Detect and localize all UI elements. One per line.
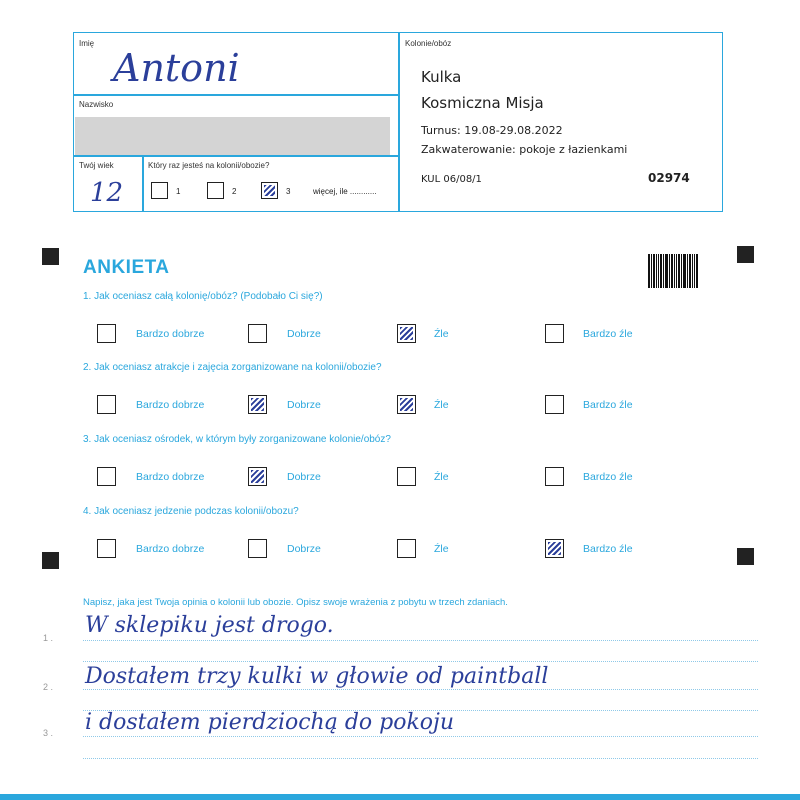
- form-number: 02974: [648, 171, 690, 185]
- q4-option-label: Dobrze: [287, 543, 321, 555]
- header-divider: [398, 32, 400, 212]
- name-value[interactable]: Antoni: [113, 46, 240, 90]
- q3-checkbox-2[interactable]: [248, 467, 267, 486]
- line-number-2: 2 .: [43, 682, 54, 692]
- q3-option-label: Bardzo źle: [583, 471, 633, 483]
- writing-line: [83, 689, 758, 690]
- q1-option-label: Dobrze: [287, 328, 321, 340]
- times-checkbox-2[interactable]: [207, 182, 224, 199]
- question-1: 1. Jak oceniasz całą kolonię/obóz? (Podobało Ci się?): [83, 291, 323, 302]
- survey-title: ANKIETA: [83, 257, 170, 278]
- q4-option-label: Bardzo dobrze: [136, 543, 205, 555]
- question-3: 3. Jak oceniasz ośrodek, w którym były zorganizowane kolonie/obóz?: [83, 434, 391, 445]
- name-row-divider: [73, 94, 399, 96]
- registration-marker: [42, 248, 59, 265]
- question-4: 4. Jak oceniasz jedzenie podczas kolonii/obozu?: [83, 506, 299, 517]
- writing-line: [83, 736, 758, 737]
- times-option-3: 3: [286, 187, 291, 196]
- accommodation: Zakwaterowanie: pokoje z łazienkami: [421, 143, 628, 156]
- writing-line: [83, 661, 758, 662]
- q4-checkbox-4[interactable]: [545, 539, 564, 558]
- q4-checkbox-2[interactable]: [248, 539, 267, 558]
- q2-option-label: Dobrze: [287, 399, 321, 411]
- q3-checkbox-1[interactable]: [97, 467, 116, 486]
- line-number-1: 1 .: [43, 633, 54, 643]
- q2-checkbox-3[interactable]: [397, 395, 416, 414]
- q3-option-label: Bardzo dobrze: [136, 471, 205, 483]
- times-checkbox-3[interactable]: [261, 182, 278, 199]
- opinion-line-1[interactable]: W sklepiku jest drogo.: [85, 613, 334, 638]
- q4-checkbox-3[interactable]: [397, 539, 416, 558]
- q3-option-label: Dobrze: [287, 471, 321, 483]
- opinion-instruction: Napisz, jaka jest Twoja opinia o kolonii lub obozie. Opisz swoje wrażenia z pobytu w trzech zdaniach.: [83, 597, 508, 608]
- registration-marker: [737, 548, 754, 565]
- surname-label: Nazwisko: [79, 100, 114, 109]
- times-option-2: 2: [232, 187, 237, 196]
- times-checkbox-1[interactable]: [151, 182, 168, 199]
- q2-checkbox-1[interactable]: [97, 395, 116, 414]
- q4-option-label: Bardzo źle: [583, 543, 633, 555]
- barcode: [648, 254, 702, 288]
- camp-name: Kulka: [421, 68, 462, 86]
- age-value[interactable]: 12: [90, 178, 124, 208]
- q2-checkbox-2[interactable]: [248, 395, 267, 414]
- times-more-label: więcej, ile ............: [313, 187, 377, 196]
- q1-option-label: Źle: [434, 328, 449, 340]
- q2-checkbox-4[interactable]: [545, 395, 564, 414]
- opinion-line-2[interactable]: Dostałem trzy kulki w głowie od paintball: [85, 664, 549, 689]
- q4-checkbox-1[interactable]: [97, 539, 116, 558]
- camp-code: KUL 06/08/1: [421, 174, 482, 185]
- surname-row-divider: [73, 155, 399, 157]
- q3-checkbox-3[interactable]: [397, 467, 416, 486]
- q3-option-label: Źle: [434, 471, 449, 483]
- line-number-3: 3 .: [43, 728, 54, 738]
- q2-option-label: Bardzo dobrze: [136, 399, 205, 411]
- times-option-1: 1: [176, 187, 181, 196]
- q1-option-label: Bardzo źle: [583, 328, 633, 340]
- camp-label: Kolonie/obóz: [405, 39, 452, 48]
- q1-checkbox-3[interactable]: [397, 324, 416, 343]
- q1-checkbox-2[interactable]: [248, 324, 267, 343]
- q1-checkbox-1[interactable]: [97, 324, 116, 343]
- writing-line: [83, 758, 758, 759]
- q2-option-label: Bardzo źle: [583, 399, 633, 411]
- registration-marker: [737, 246, 754, 263]
- q2-option-label: Źle: [434, 399, 449, 411]
- turnus: Turnus: 19.08-29.08.2022: [421, 124, 563, 137]
- surname-redaction: [75, 117, 390, 155]
- q4-option-label: Źle: [434, 543, 449, 555]
- times-label: Który raz jesteś na kolonii/obozie?: [148, 161, 270, 170]
- bottom-band: [0, 794, 800, 800]
- name-label: Imię: [79, 39, 95, 48]
- q1-checkbox-4[interactable]: [545, 324, 564, 343]
- q1-option-label: Bardzo dobrze: [136, 328, 205, 340]
- question-2: 2. Jak oceniasz atrakcje i zajęcia zorganizowane na kolonii/obozie?: [83, 362, 382, 373]
- age-label: Twój wiek: [79, 161, 114, 170]
- q3-checkbox-4[interactable]: [545, 467, 564, 486]
- opinion-line-3[interactable]: i dostałem pierdziochą do pokoju: [85, 710, 455, 735]
- age-divider: [142, 155, 144, 212]
- writing-line: [83, 640, 758, 641]
- registration-marker: [42, 552, 59, 569]
- camp-subtitle: Kosmiczna Misja: [421, 94, 544, 112]
